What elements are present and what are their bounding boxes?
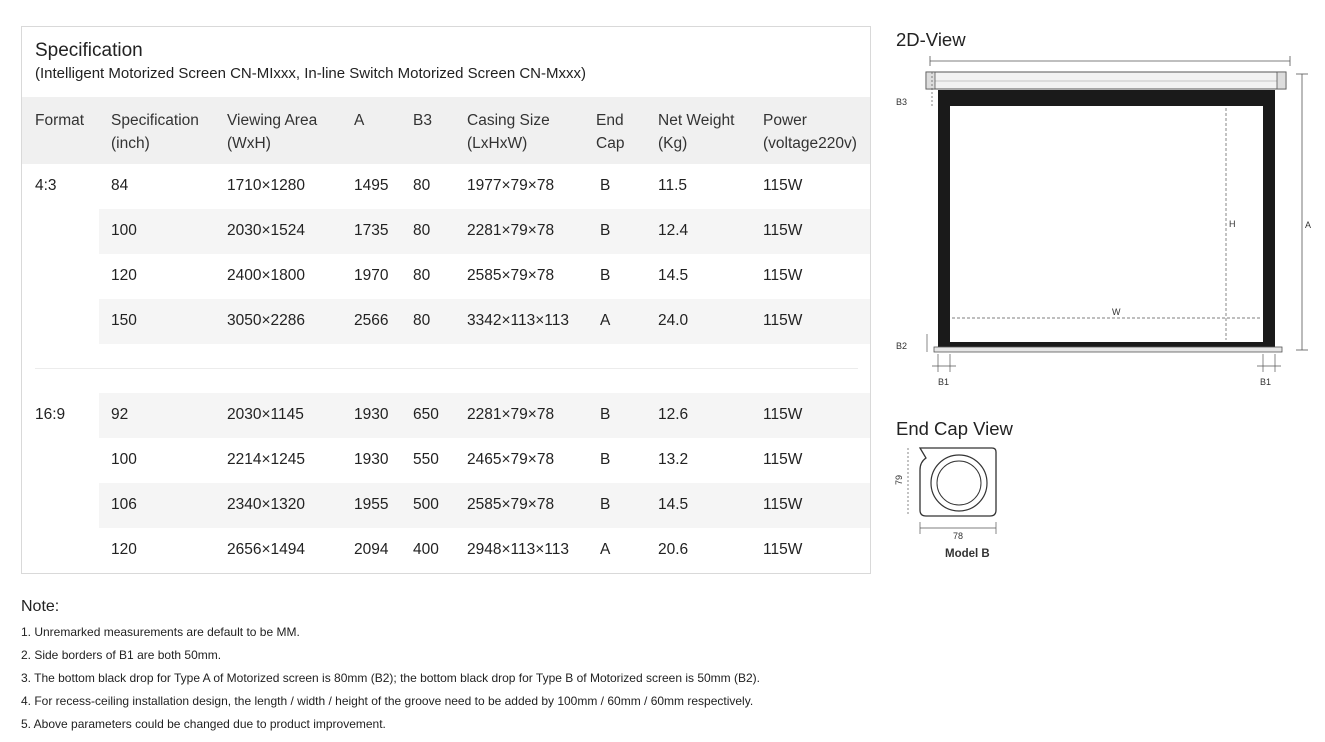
cell-specification: 92 — [111, 406, 129, 423]
cell-b3: 500 — [413, 496, 439, 513]
cell-net-weight: 24.0 — [658, 312, 689, 329]
note-item: 2. Side borders of B1 are both 50mm. — [21, 648, 222, 662]
cell-b3: 650 — [413, 406, 439, 423]
header-viewing-area: Viewing Area (WxH) — [227, 112, 318, 152]
view2d-title: 2D-View — [896, 29, 966, 50]
label-b2: B2 — [896, 341, 908, 351]
cell-specification: 120 — [111, 267, 137, 284]
cell-net-weight: 13.2 — [658, 451, 689, 468]
cell-net-weight: 14.5 — [658, 496, 689, 513]
end-cap-right — [1277, 72, 1286, 89]
cell-end-cap: B — [600, 496, 611, 513]
end-cap-diagram — [892, 440, 1012, 565]
endcap-height-label: 79 — [894, 474, 904, 485]
cell-casing-size: 3342×113×113 — [467, 312, 570, 329]
cell-casing-size: 1977×79×78 — [467, 177, 555, 194]
spec-subtitle: (Intelligent Motorized Screen CN-MIxxx, In-line Switch Motorized Screen CN-Mxxx) — [35, 65, 586, 82]
cell-specification: 100 — [111, 222, 137, 239]
cell-end-cap: B — [600, 177, 611, 194]
cell-viewing-area: 1710×1280 — [227, 177, 306, 194]
cell-net-weight: 11.5 — [658, 177, 688, 194]
cell-power: 115W — [763, 406, 803, 423]
cell-a: 1930 — [354, 406, 389, 423]
cell-specification: 120 — [111, 541, 137, 558]
label-b1-left: B1 — [938, 377, 950, 387]
note-item: 4. For recess-ceiling installation design, the length / width / height of the groove need to be added by 100mm / 60mm / 60mm respectively. — [21, 694, 754, 708]
cell-casing-size: 2585×79×78 — [467, 496, 555, 513]
screen-viewing-area — [950, 106, 1263, 342]
header-net-weight: Net Weight (Kg) — [658, 112, 735, 152]
cell-viewing-area: 2400×1800 — [227, 267, 306, 284]
endcap-width-label: 78 — [953, 531, 964, 541]
spec-title: Specification — [35, 40, 143, 61]
cell-a: 2566 — [354, 312, 389, 329]
cell-a: 1970 — [354, 267, 389, 284]
cell-casing-size: 2281×79×78 — [467, 222, 555, 239]
label-w: W — [1112, 307, 1121, 317]
header-casing-size: Casing Size (LxHxW) — [467, 112, 550, 152]
table-header — [22, 97, 870, 164]
endcap-title: End Cap View — [896, 418, 1013, 439]
cell-b3: 400 — [413, 541, 439, 558]
cell-casing-size: 2585×79×78 — [467, 267, 555, 284]
cell-end-cap: B — [600, 222, 611, 239]
cell-viewing-area: 3050×2286 — [227, 312, 306, 329]
cell-end-cap: B — [600, 451, 611, 468]
screen-casing — [926, 72, 1286, 89]
cell-casing-size: 2465×79×78 — [467, 451, 555, 468]
cell-end-cap: A — [600, 312, 611, 329]
endcap-model-label: Model B — [945, 548, 990, 560]
cell-a: 2094 — [354, 541, 389, 558]
cell-power: 115W — [763, 177, 803, 194]
cell-power: 115W — [763, 541, 803, 558]
label-b3: B3 — [896, 97, 908, 107]
cell-net-weight: 14.5 — [658, 267, 689, 284]
cell-casing-size: 2281×79×78 — [467, 406, 555, 423]
cell-power: 115W — [763, 451, 803, 468]
cell-b3: 80 — [413, 222, 431, 239]
cell-power: 115W — [763, 222, 803, 239]
cell-a: 1495 — [354, 177, 389, 194]
note-item: 3. The bottom black drop for Type A of Motorized screen is 80mm (B2); the bottom black drop for Type B of Motorized screen is 50mm (B2). — [21, 671, 761, 685]
label-a: A — [1305, 220, 1312, 230]
notes-section — [21, 598, 760, 736]
cell-b3: 550 — [413, 451, 439, 468]
cell-specification: 100 — [111, 451, 137, 468]
notes-title: Note: — [21, 598, 60, 615]
cell-viewing-area: 2030×1524 — [227, 222, 306, 239]
cell-net-weight: 20.6 — [658, 541, 689, 558]
header-a: A — [354, 112, 365, 129]
format-label: 4:3 — [35, 177, 57, 194]
label-h: H — [1229, 219, 1236, 229]
cell-b3: 80 — [413, 312, 431, 329]
cell-specification: 106 — [111, 496, 137, 513]
specification-card — [21, 26, 871, 574]
cell-b3: 80 — [413, 177, 431, 194]
cell-a: 1930 — [354, 451, 389, 468]
cell-specification: 84 — [111, 177, 129, 194]
cell-viewing-area: 2214×1245 — [227, 451, 306, 468]
note-item: 5. Above parameters could be changed due to product improvement. — [21, 717, 386, 731]
header-power: Power (voltage220v) — [763, 112, 857, 152]
group-divider — [35, 368, 858, 369]
header-format: Format — [35, 112, 85, 129]
cell-power: 115W — [763, 496, 803, 513]
header-b3: B3 — [413, 112, 432, 129]
cell-a: 1735 — [354, 222, 389, 239]
cell-end-cap: B — [600, 406, 611, 423]
cell-net-weight: 12.4 — [658, 222, 689, 239]
cell-power: 115W — [763, 267, 803, 284]
cell-viewing-area: 2656×1494 — [227, 541, 306, 558]
cell-viewing-area: 2340×1320 — [227, 496, 306, 513]
screen-2d-diagram — [890, 50, 1320, 395]
screen-bottom-bar — [934, 347, 1282, 352]
label-b1-right: B1 — [1260, 377, 1272, 387]
note-item: 1. Unremarked measurements are default to be MM. — [21, 625, 300, 639]
end-cap-left — [926, 72, 935, 89]
format-label: 16:9 — [35, 406, 66, 423]
header-specification: Specification (inch) — [111, 112, 199, 152]
header-end-cap: End Cap — [596, 112, 625, 152]
cell-end-cap: B — [600, 267, 611, 284]
cell-a: 1955 — [354, 496, 389, 513]
cell-b3: 80 — [413, 267, 431, 284]
cell-casing-size: 2948×113×113 — [467, 541, 570, 558]
cell-end-cap: A — [600, 541, 611, 558]
cell-net-weight: 12.6 — [658, 406, 689, 423]
cell-viewing-area: 2030×1145 — [227, 406, 304, 423]
cell-specification: 150 — [111, 312, 137, 329]
cell-power: 115W — [763, 312, 803, 329]
